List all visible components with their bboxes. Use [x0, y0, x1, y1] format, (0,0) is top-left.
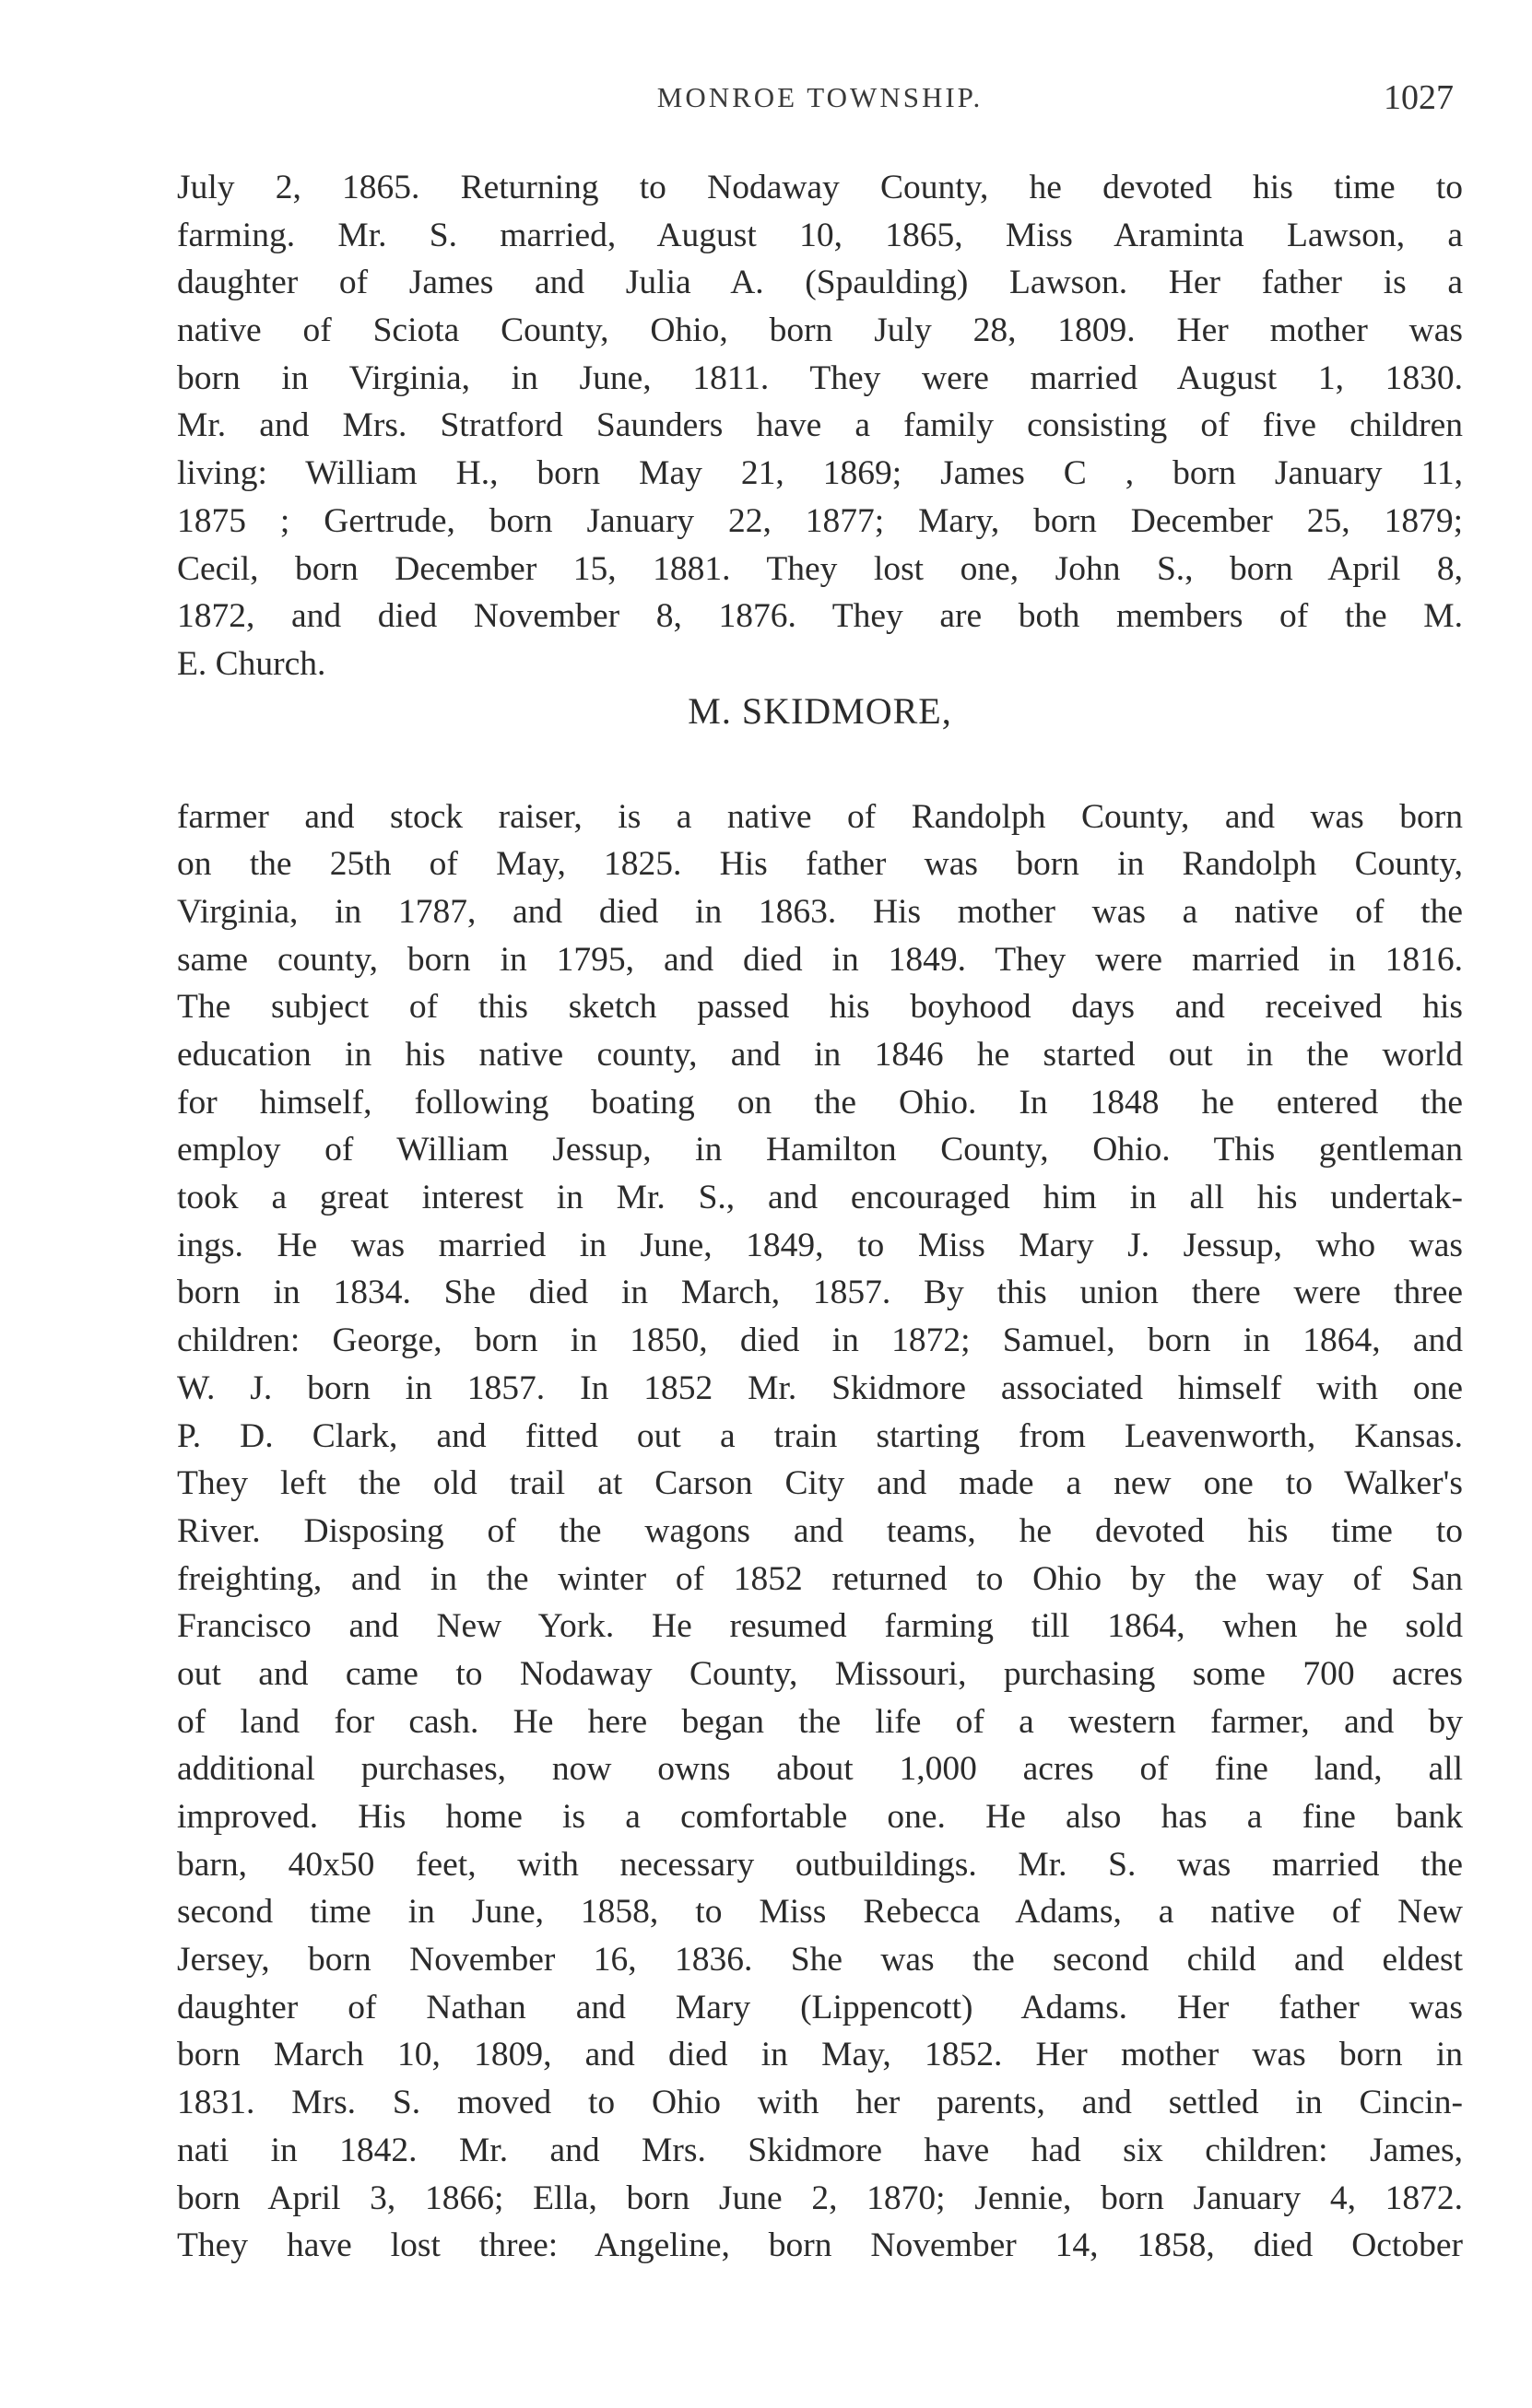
text-line: born in Virginia, in June, 1811. They were married August 1, 1830. — [177, 358, 1463, 397]
text-line: took a great interest in Mr. S., and encouraged him in all his undertak- — [177, 1179, 1463, 1217]
text-line: barn, 40x50 feet, with necessary outbuildings. Mr. S. was married the — [177, 1845, 1463, 1884]
text-line: for himself, following boating on the Ohio. In 1848 he entered the — [177, 1083, 1463, 1122]
text-line: same county, born in 1795, and died in 1849. They were married in 1816. — [177, 940, 1463, 979]
text-line: daughter of Nathan and Mary (Lippencott) Adams. Her father was — [177, 1988, 1463, 2026]
page-body — [177, 164, 1463, 2270]
text-line: ings. He was married in June, 1849, to Miss Mary J. Jessup, who was — [177, 1226, 1463, 1264]
text-line: 1875 ; Gertrude, born January 22, 1877; Mary, born December 25, 1879; — [177, 501, 1463, 540]
text-line: 1872, and died November 8, 1876. They are both members of the M. — [177, 597, 1463, 636]
text-line: Mr. and Mrs. Stratford Saunders have a family consisting of five children — [177, 406, 1463, 445]
text-line: education in his native county, and in 1846 he started out in the world — [177, 1036, 1463, 1074]
text-line: Cecil, born December 15, 1881. They lost one, John S., born April 8, — [177, 549, 1463, 588]
paragraph-skidmore — [177, 793, 1463, 2270]
text-line: Virginia, in 1787, and died in 1863. His mother was a native of the — [177, 892, 1463, 931]
text-line: July 2, 1865. Returning to Nodaway County, he devoted his time to — [177, 169, 1463, 206]
text-line: P. D. Clark, and fitted out a train starting from Leavenworth, Kansas. — [177, 1416, 1463, 1455]
text-line: second time in June, 1858, to Miss Rebecca Adams, a native of New — [177, 1893, 1463, 1932]
page-number: 1027 — [1384, 78, 1454, 117]
section-heading: M. SKIDMORE, — [688, 689, 952, 732]
text-line: freighting, and in the winter of 1852 returned to Ohio by the way of San — [177, 1559, 1463, 1598]
text-line: farming. Mr. S. married, August 10, 1865, Miss Araminta Lawson, a — [177, 216, 1463, 254]
page-header — [177, 78, 1463, 127]
text-line: nati in 1842. Mr. and Mrs. Skidmore have had six children: James, — [177, 2131, 1463, 2169]
text-line: born April 3, 1866; Ella, born June 2, 1870; Jennie, born January 4, 1872. — [177, 2179, 1463, 2217]
text-line: They left the old trail at Carson City and made a new one to Walker's — [177, 1464, 1463, 1503]
text-line: of land for cash. He here began the life of a western farmer, and by — [177, 1702, 1463, 1741]
text-line: W. J. born in 1857. In 1852 Mr. Skidmore associated himself with one — [177, 1368, 1463, 1407]
text-line: additional purchases, now owns about 1,000 acres of fine land, all — [177, 1750, 1463, 1789]
text-line: out and came to Nodaway County, Missouri, purchasing some 700 acres — [177, 1654, 1463, 1693]
paragraph-saunders — [177, 164, 1463, 688]
text-line: The subject of this sketch passed his boyhood days and received his — [177, 988, 1463, 1027]
text-line: River. Disposing of the wagons and teams, he devoted his time to — [177, 1511, 1463, 1550]
text-line: They have lost three: Angeline, born November 14, 1858, died October — [177, 2226, 1463, 2265]
running-title: MONROE TOWNSHIP. — [656, 81, 984, 113]
text-line: employ of William Jessup, in Hamilton County, Ohio. This gentleman — [177, 1131, 1463, 1169]
text-line: native of Sciota County, Ohio, born July 28, 1809. Her mother was — [177, 311, 1463, 350]
text-line: on the 25th of May, 1825. His father was born in Randolph County, — [177, 845, 1463, 884]
text-line: children: George, born in 1850, died in 1872; Samuel, born in 1864, and — [177, 1321, 1463, 1360]
text-line: 1831. Mrs. S. moved to Ohio with her parents, and settled in Cincin- — [177, 2084, 1463, 2122]
text-line: daughter of James and Julia A. (Spaulding) Lawson. Her father is a — [177, 264, 1463, 302]
text-line: Jersey, born November 16, 1836. She was the second child and eldest — [177, 1941, 1463, 1979]
text-line: farmer and stock raiser, is a native of Randolph County, and was born — [177, 797, 1463, 836]
text-line: born in 1834. She died in March, 1857. By this union there were three — [177, 1274, 1463, 1312]
text-line: Francisco and New York. He resumed farming till 1864, when he sold — [177, 1607, 1463, 1646]
text-line: improved. His home is a comfortable one. He also has a fine bank — [177, 1798, 1463, 1836]
text-line: living: William H., born May 21, 1869; James C , born January 11, — [177, 454, 1463, 493]
text-line: born March 10, 1809, and died in May, 1852. Her mother was born in — [177, 2036, 1463, 2074]
text-line: E. Church. — [177, 644, 326, 683]
